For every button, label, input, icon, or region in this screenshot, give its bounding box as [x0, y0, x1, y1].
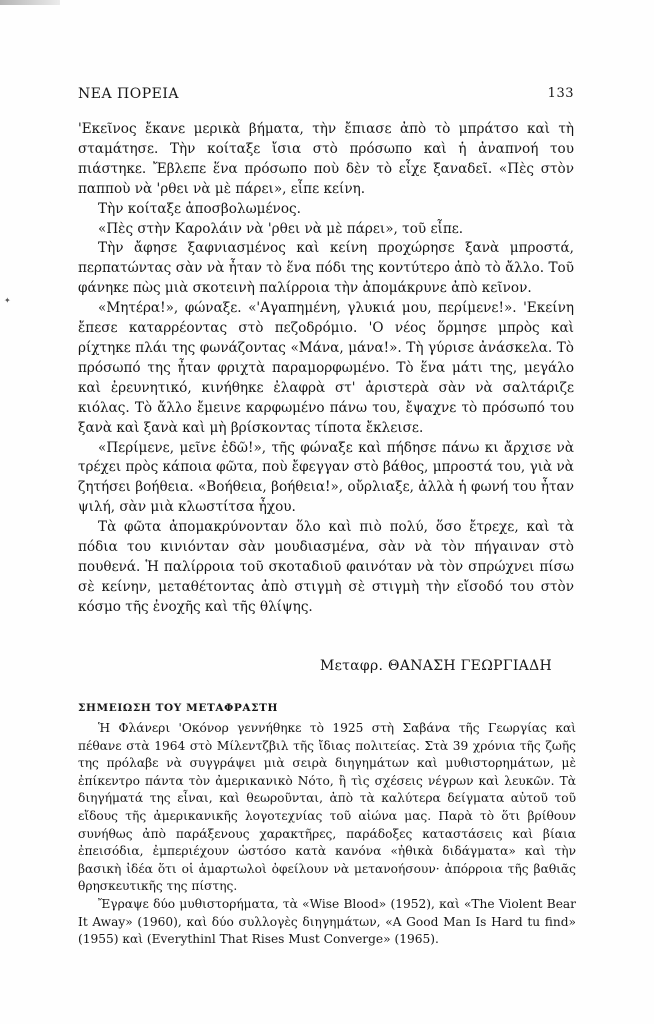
journal-title: ΝΕΑ ΠΟΡΕΙΑ: [78, 86, 179, 102]
translator-note: [78, 720, 576, 949]
story-paragraph: 'Εκεῖνος ἔκανε μερικὰ βήματα, τὴν ἔπιασε ἀπὸ τὸ μπράτσο καὶ τὴ σταμάτησε. Τὴν κοίταξε ἴσια στὸ πρόσωπο καὶ ἡ ἀναπνοή του πιάστηκε. Ἔβλεπε ἕνα πρόσωπο ποὺ δὲν τὸ εἶχε ξαναδεῖ. «Πὲς στὸν παπποὺ νὰ 'ρθει νὰ μὲ πάρει», εἶπε κείνη.: [78, 121, 574, 197]
story-paragraph: Τὴν ἄφησε ξαφνιασμένος καὶ κείνη προχώρησε ξανὰ μπροστά, περπατώντας σὰν νὰ ἦταν τὸ ἕνα πόδι της κοντύτερο ἀπὸ τὸ ἄλλο. Τοῦ φάνηκε πὼς μιὰ σκοτεινὴ παλίρροια τὴν ἀπομάκρυνε ἀπὸ κεῖνον.: [78, 240, 574, 297]
story-paragraph: Τὴν κοίταξε ἀποσβολωμένος.: [98, 200, 301, 217]
margin-mark: ✦: [4, 296, 11, 305]
translator-note-title: ΣΗΜΕΙΩΣΗ ΤΟΥ ΜΕΤΑΦΡΑΣΤΗ: [78, 702, 279, 714]
story-paragraph: Τὰ φῶτα ἀπομακρύνονταν ὅλο καὶ πιὸ πολύ, ὅσο ἔτρεχε, καὶ τὰ πόδια του κινιόνταν σὰν μουδιασμένα, σὰν νὰ τὸν πήγαιναν στὸ πουθενά. Ἡ παλίρροια τοῦ σκοταδιοῦ φαινόταν νὰ τὸν σπρώχνει πίσω σὲ κείνην, μεταθέτοντας ἀπὸ στιγμὴ σὲ στιγμὴ τὴν εἴσοδό του στὸν κόσμο τῆς ἐνοχῆς καὶ τῆς θλίψης.: [78, 519, 574, 615]
note-paragraph: Ἡ Φλάνερι 'Οκόνορ γεννήθηκε τὸ 1925 στὴ Σαβάνα τῆς Γεωργίας καὶ πέθανε στὰ 1964 στὸ Μίλεντζβιλ τῆς ἴδιας πολιτείας. Στὰ 39 χρόνια τῆς ζωῆς της πρόλαβε νὰ συγγράψει μιὰ σειρὰ διηγημάτων καὶ μυθιστορημάτων, μὲ ἐπίκεντρο πάντα τὸν ἀμερικανικὸ Νότο, ἢ τὶς σχέσεις νέγρων καὶ λευκῶν. Τὰ διηγήματά της εἶναι, καὶ θεωροῦνται, ἀπὸ τὰ καλύτερα δείγματα αὐτοῦ τοῦ εἴδους τῆς ἀμερικανικῆς λογοτεχνίας τοῦ αἰώνα μας. Παρὰ τὸ ὅτι βρίθουν συνήθως ἀπὸ παράξενους χαρακτῆρες, παράδοξες καταστάσεις καὶ βίαια ἐπεισόδια, ἐμπεριέχουν ὡστόσο κατὰ κανόνα «ἠθικὰ διδάγματα» καὶ τὴν βασικὴ ἰδέα ὅτι οἱ ἁμαρτωλοὶ ὀφείλουν νὰ μετανοήσουν· ἀπόρροια τῆς βαθιᾶς θρησκευτικῆς της πίστης.: [78, 721, 576, 894]
scan-edge-mark: [0, 0, 60, 5]
story-text: [78, 120, 574, 618]
story-paragraph: «Περίμενε, μεῖνε ἐδῶ!», τῆς φώναξε καὶ πήδησε πάνω κι ἄρχισε νὰ τρέχει πρὸς κάποια φῶτα, ποὺ ἔφεγγαν στὸ βάθος, μπροστά του, γιὰ νὰ ζητήσει βοήθεια. «Βοήθεια, βοήθεια!», οὔρλιαξε, ἀλλὰ ἡ φωνή του ἦταν ψιλή, σὰν μιὰ κλωστίτσα ἦχου.: [78, 439, 574, 516]
note-paragraph: Ἔγραψε δύο μυθιστορήματα, τὰ «Wise Blood» (1952), καὶ «The Violent Bear It Away» (1960), καὶ δύο συλλογὲς διηγημάτων, «A Good Man Is Hard tu find» (1955) καὶ (Everythinl That Rises Must Converge» (1965).: [78, 896, 576, 947]
story-paragraph: «Πὲς στὴν Καρολάιν νὰ 'ρθει νὰ μὲ πάρει», τοῦ εἶπε.: [98, 220, 464, 237]
translator-signature: Μεταφρ. ΘΑΝΑΣΗ ΓΕΩΡΓΙΑΔΗ: [319, 658, 552, 674]
page-number: 133: [547, 86, 574, 101]
story-paragraph: «Μητέρα!», φώναξε. «'Αγαπημένη, γλυκιά μου, περίμενε!». 'Εκείνη ἔπεσε καταρρέοντας στὸ πεζοδρόμιο. 'Ο νέος ὅρμησε μπρὸς καὶ ρίχτηκε πλάι της φωνάζοντας «Μάνα, μάνα!». Τὴ γύρισε ἀνάσκελα. Τὸ πρόσωπό της ἦταν φριχτὰ παραμορφωμένο. Τὸ ἕνα μάτι της, μεγάλο καὶ ἐρευνητικό, κινήθηκε ἐλαφρὰ στ' ἀριστερὰ σὰν νὰ σαλτάριζε κιόλας. Τὸ ἄλλο ἔμεινε καρφωμένο πάνω του, ἔψαχνε τὸ πρόσωπό του ξανὰ καὶ ξανὰ καὶ μὴ βρίσκοντας τίποτα ἔκλεισε.: [78, 300, 574, 436]
